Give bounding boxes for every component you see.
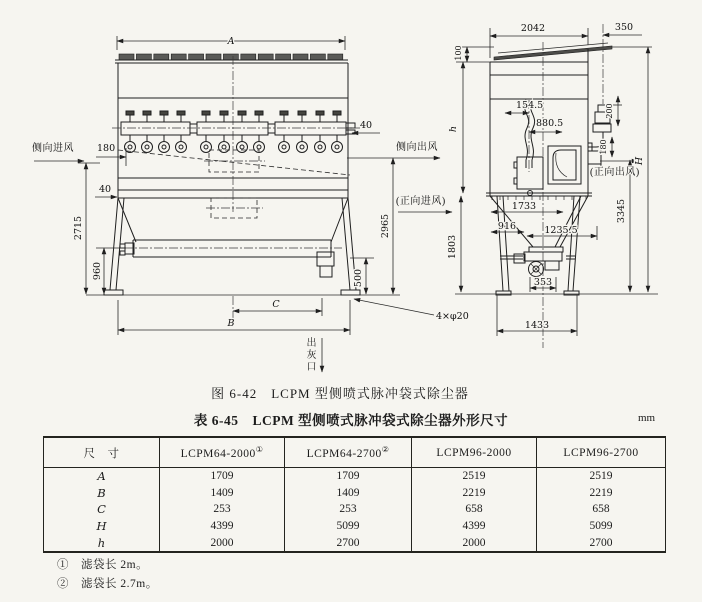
footnote-marker-2: ② bbox=[381, 445, 390, 455]
row-dim-C: C bbox=[97, 502, 106, 517]
cell: 2700 bbox=[285, 534, 412, 552]
dimensions-table bbox=[43, 436, 666, 553]
dim-label-180-side: 180 bbox=[599, 139, 608, 155]
footnote-1: ① 滤袋长 2m。 bbox=[57, 559, 149, 571]
cell: 2519 bbox=[412, 468, 537, 485]
cell: 1409 bbox=[160, 485, 285, 502]
ash-outlet-label: 出灰口 bbox=[304, 337, 315, 373]
dim-label-A: A bbox=[227, 36, 235, 47]
cell: 2219 bbox=[537, 485, 666, 502]
cell: 2700 bbox=[537, 534, 666, 552]
front-inlet-label: (正向进风) bbox=[396, 196, 446, 207]
dim-label-1803: 1803 bbox=[447, 234, 458, 260]
dim-label-350: 350 bbox=[614, 22, 634, 33]
dim-label-bolt-holes: 4×φ20 bbox=[436, 311, 469, 322]
table-row bbox=[44, 534, 666, 552]
footnote-marker-1: ① bbox=[255, 445, 264, 455]
table-row bbox=[44, 518, 666, 535]
dim-label-880-5: 880.5 bbox=[536, 118, 564, 129]
dim-label-2965: 2965 bbox=[380, 213, 391, 239]
front-outlet-label: (正向出风) bbox=[590, 167, 640, 178]
dim-label-C: C bbox=[272, 299, 280, 310]
front-view-dimensions bbox=[32, 36, 469, 372]
cell: 658 bbox=[537, 501, 666, 518]
cell: 1409 bbox=[285, 485, 412, 502]
cell: 1709 bbox=[285, 468, 412, 485]
dim-label-100: 100 bbox=[454, 45, 463, 61]
dim-label-3345: 3345 bbox=[616, 198, 627, 224]
side-view bbox=[447, 22, 658, 348]
cell: 2219 bbox=[412, 485, 537, 502]
cell: 2000 bbox=[412, 534, 537, 552]
table-row bbox=[44, 468, 666, 485]
col-header-lcpm96-2000: LCPM96-2000 bbox=[412, 437, 537, 468]
cell: 253 bbox=[285, 501, 412, 518]
table-header-row bbox=[44, 437, 666, 468]
side-view-linework bbox=[455, 42, 658, 348]
dim-label-180-front: 180 bbox=[97, 143, 116, 154]
dim-label-40-right: 40 bbox=[360, 120, 373, 131]
table-row bbox=[44, 501, 666, 518]
side-inlet-label: 侧向进风 bbox=[32, 143, 74, 154]
cell: 4399 bbox=[160, 518, 285, 535]
cell: 2519 bbox=[537, 468, 666, 485]
dim-label-H: H bbox=[634, 156, 645, 166]
dim-label-353: 353 bbox=[533, 277, 553, 288]
cell: 5099 bbox=[285, 518, 412, 535]
side-outlet-label: 侧向出风 bbox=[396, 142, 438, 153]
cell: 658 bbox=[412, 501, 537, 518]
row-dim-H: H bbox=[96, 519, 107, 534]
col-header-lcpm64-2700: LCPM64-2700② bbox=[285, 437, 412, 468]
footnote-2: ② 滤袋长 2.7m。 bbox=[57, 578, 158, 590]
cell: 5099 bbox=[537, 518, 666, 535]
row-dim-B: B bbox=[97, 485, 106, 500]
cell: 2000 bbox=[160, 534, 285, 552]
col-header-lcpm96-2700: LCPM96-2700 bbox=[537, 437, 666, 468]
dim-label-960: 960 bbox=[92, 261, 103, 281]
cell: 1709 bbox=[160, 468, 285, 485]
cell: 4399 bbox=[412, 518, 537, 535]
dim-label-h: h bbox=[448, 125, 459, 133]
dim-label-1235-5: 1235.5 bbox=[544, 225, 578, 236]
dim-label-40-left: 40 bbox=[99, 184, 112, 195]
dim-label-500: 500 bbox=[353, 268, 364, 288]
dim-label-916: 916 bbox=[497, 221, 517, 232]
col-header-size: 尺 寸 bbox=[44, 437, 160, 468]
dim-label-B: B bbox=[227, 318, 235, 329]
front-view bbox=[32, 36, 469, 372]
valve-column bbox=[130, 115, 337, 122]
dim-label-2715: 2715 bbox=[73, 215, 84, 241]
dim-label-2042: 2042 bbox=[520, 23, 546, 34]
figure-caption: 图 6-42 LCPM 型侧喷式脉冲袋式除尘器 bbox=[211, 386, 469, 401]
table-row bbox=[44, 485, 666, 502]
dim-label-200: 200 bbox=[605, 103, 614, 119]
table-unit: mm bbox=[638, 412, 656, 424]
side-view-dimensions bbox=[447, 22, 652, 336]
cell: 253 bbox=[160, 501, 285, 518]
dim-label-1433: 1433 bbox=[524, 320, 550, 331]
table-title: 表 6-45 LCPM 型侧喷式脉冲袋式除尘器外形尺寸 bbox=[193, 413, 509, 428]
row-dim-h: h bbox=[97, 535, 106, 550]
row-dim-A: A bbox=[97, 469, 106, 484]
col-header-lcpm64-2000: LCPM64-2000① bbox=[160, 437, 285, 468]
dim-label-154-5: 154.5 bbox=[516, 100, 544, 111]
dim-label-1733: 1733 bbox=[511, 201, 537, 212]
